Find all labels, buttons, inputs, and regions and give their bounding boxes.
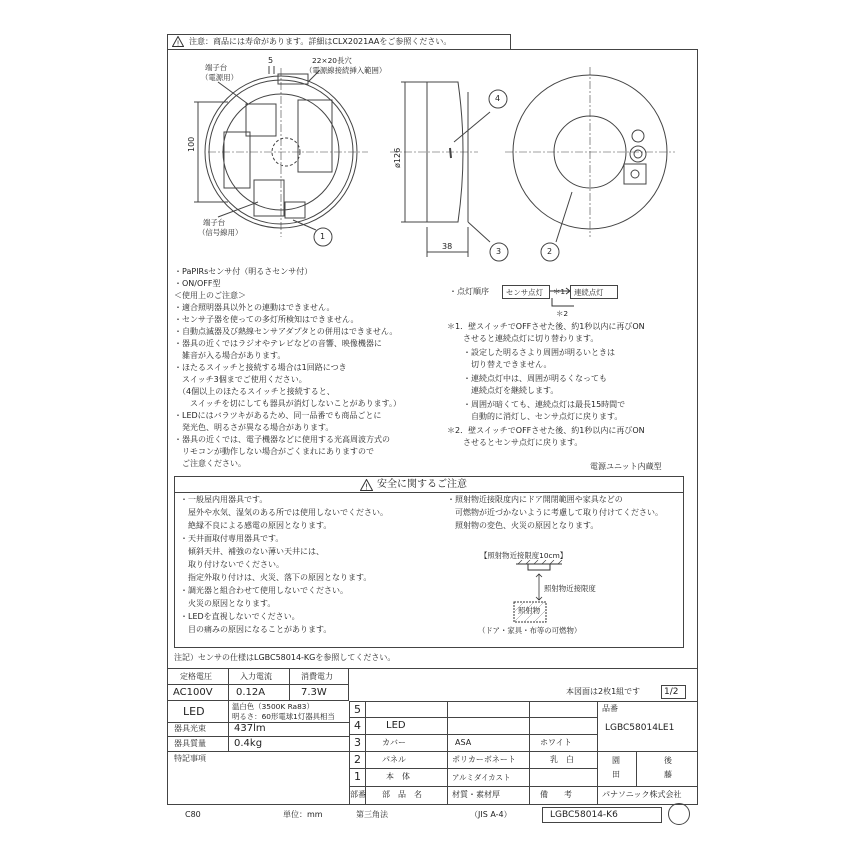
part-no: 2 <box>354 753 361 766</box>
parts-header-name: 部 品 名 <box>382 790 422 799</box>
rule <box>167 751 349 752</box>
sensor-spec-note: 注記）センサの仕様はLGBC58014-KGを参照してください。 <box>174 653 396 662</box>
safety-line: ・LEDを直視しないでください。 <box>180 612 300 621</box>
rating-header: 定格電圧 <box>180 672 212 681</box>
arrow-1-label: ＊1 <box>553 287 566 296</box>
feature-line: スイッチを切にしても器具が消灯しないことがあります。） <box>174 399 402 408</box>
rule <box>228 668 229 701</box>
note-line: させるとセンサ点灯に戻ります。 <box>447 438 583 447</box>
note-line: ＊2．壁スイッチでOFFさせた後、約1秒以内に再びON <box>447 426 645 435</box>
feature-line: 雑音が入る場合があります。 <box>174 351 286 360</box>
led-color: 温白色（3500K Ra83） <box>232 702 314 711</box>
company-name: パナソニック株式会社 <box>602 790 682 799</box>
flux-value: 437lm <box>234 723 266 734</box>
footer-unit: 単位：mm <box>283 810 323 819</box>
callout-3: 3 <box>496 247 502 256</box>
dim-38: 38 <box>442 242 453 251</box>
rule <box>349 701 698 702</box>
parts-header-note: 備 考 <box>540 790 572 799</box>
feature-line: ご注意ください。 <box>174 459 246 468</box>
feature-line: ・ON/OFF型 <box>174 279 221 288</box>
led-brightness: 明るさ：60形電球1灯器具相当 <box>232 712 335 721</box>
safety-title-rule <box>174 492 684 493</box>
part-material: ポリカーボネート <box>452 755 516 764</box>
part-no: 5 <box>354 703 361 716</box>
sheet-number: 1/2 <box>664 687 679 697</box>
slot-label: 22×20長穴 <box>312 56 352 65</box>
safety-line: ・調光器と組合わせて使用しないでください。 <box>180 586 348 595</box>
note-line: ・連続点灯中は、周囲が明るくなっても <box>455 374 607 383</box>
safety-line: 目の痛みの原因になることがあります。 <box>180 625 332 634</box>
footer-projection: 第三角法 <box>356 810 388 819</box>
approver-1: 園 <box>612 756 620 765</box>
dim-5: 5 <box>268 56 274 65</box>
dim-126: ø126 <box>393 147 402 168</box>
safety-line: 傾斜天井、補強のない薄い天井には、 <box>180 547 324 556</box>
product-drawing <box>168 52 688 267</box>
part-no: 1 <box>354 770 361 783</box>
rule <box>349 734 597 735</box>
safety-title: 安全に関するご注意 <box>377 479 467 490</box>
feature-line: ・器具の近くではラジオやテレビなどの音響、映像機器に <box>174 339 382 348</box>
part-no: 3 <box>354 736 361 749</box>
note-line: 自動的に消灯し、センサ点灯に戻ります。 <box>455 412 623 421</box>
special-notes-label: 特記事項 <box>174 754 206 763</box>
terminal-power-label: 端子台 <box>205 63 228 72</box>
rating-header: 消費電力 <box>301 672 333 681</box>
feature-line: ・ほたるスイッチと接続する場合は1回路につき <box>174 363 347 372</box>
proximity-diagram-title: 【照射物近接限度10cm】 <box>480 551 568 560</box>
hinban-label: 品番 <box>602 704 618 713</box>
note-line: ・周囲が暗くても、連続点灯は最長15時間で <box>455 400 626 409</box>
sequence-label: ・点灯順序 <box>449 287 489 296</box>
rule <box>597 701 598 805</box>
safety-line: 取り付けないでください。 <box>180 560 284 569</box>
dim-100: 100 <box>187 136 196 152</box>
safety-line: 指定外取り付けは、火災、落下の原因となります。 <box>180 573 372 582</box>
feature-line: ・センサ子器を使っての多灯所検知はできません。 <box>174 315 359 324</box>
mass-label: 器具質量 <box>174 739 206 748</box>
rule <box>349 751 597 752</box>
feature-line: ・LEDにはバラツキがあるため、同一品番でも商品ごとに <box>174 411 382 420</box>
warning-triangle-icon <box>172 36 184 47</box>
safety-line: 屋外や水気、湿気のある所では使用しないでください。 <box>180 508 388 517</box>
part-name: LED <box>386 720 406 731</box>
warning-triangle-icon <box>360 479 373 491</box>
note-line: ・設定した明るさより周囲が明るいときは <box>455 348 615 357</box>
rating-value: 0.12A <box>236 687 266 698</box>
callout-2: 2 <box>547 247 553 256</box>
rule <box>167 684 349 685</box>
rule <box>636 751 637 786</box>
svg-text:!: ! <box>364 482 369 491</box>
revision-circle <box>668 803 690 825</box>
approver-1b: 後 <box>664 756 672 765</box>
part-note: ホワイト <box>540 738 572 747</box>
proximity-caption: （ドア・家具・布等の可燃物） <box>478 626 582 635</box>
sensor-light-text: センサ点灯 <box>506 288 543 297</box>
flux-label: 器具光束 <box>174 724 206 733</box>
proximity-label: 照射物近接限度 <box>544 584 596 593</box>
footer-code: C80 <box>185 810 201 819</box>
safety-line: 照射物の変色、火災の原因となります。 <box>447 521 599 530</box>
approver-2: 田 <box>612 770 620 779</box>
note-line: させると連続点灯に切り替わります。 <box>447 334 599 343</box>
feature-line: ・自動点滅器及び熱線センサアダプタとの併用はできません。 <box>174 327 398 336</box>
part-name: カバー <box>382 738 406 747</box>
part-material: ASA <box>455 738 472 747</box>
note-line: ＊1．壁スイッチでOFFさせた後、約1秒以内に再びON <box>447 322 645 331</box>
safety-line: ・照射物近接限度内にドア開閉範囲や家具などの <box>447 495 623 504</box>
safety-line: 絶縁不良による感電の原因となります。 <box>180 521 332 530</box>
svg-text:!: ! <box>176 39 180 47</box>
part-note: 乳 白 <box>550 755 574 764</box>
part-no: 4 <box>354 719 361 732</box>
rating-value: 7.3W <box>301 687 327 698</box>
terminal-power-sub: （電源用） <box>201 73 238 82</box>
safety-line: 火災の原因となります。 <box>180 599 276 608</box>
feature-line: ・PaPIRsセンサ付（明るさセンサ付） <box>174 267 313 276</box>
rule <box>167 736 349 737</box>
proximity-box-label: 照射物 <box>518 606 541 615</box>
part-name: パネル <box>382 755 406 764</box>
slot-sub: （電源線接続挿入範囲） <box>305 66 387 75</box>
rule <box>228 701 229 751</box>
power-unit-label: 電源ユニット内蔵型 <box>590 462 662 471</box>
continuous-light-text: 連続点灯 <box>574 288 604 297</box>
rule <box>349 786 698 787</box>
safety-line: ・一般屋内用器具です。 <box>180 495 268 504</box>
proximity-diagram <box>510 560 570 632</box>
parts-header-no: 部番 <box>350 790 366 799</box>
feature-line: スイッチ3個までご使用ください。 <box>174 375 307 384</box>
terminal-signal-sub: （信号線用） <box>198 228 243 237</box>
mass-value: 0.4kg <box>234 738 263 749</box>
sheet-count-text: 本図面は2枚1組です <box>566 687 641 696</box>
rule <box>349 717 597 718</box>
approver-2b: 藤 <box>664 770 672 779</box>
arrow-2-label: ＊2 <box>556 309 569 318</box>
feature-line: 発光色、明るさが異なる場合があります。 <box>174 423 334 432</box>
feature-line: ・適合照明器具以外との連動はできません。 <box>174 303 335 312</box>
feature-line: ＜使用上のご注意＞ <box>174 291 246 300</box>
led-label: LED <box>183 705 205 718</box>
rule <box>349 768 597 769</box>
callout-4: 4 <box>495 94 501 103</box>
safety-line: ・天井面取付専用器具です。 <box>180 534 284 543</box>
rating-value: AC100V <box>173 687 213 698</box>
note-line: 連続点灯を継続します。 <box>455 386 559 395</box>
note-line: 切り替えできません。 <box>455 360 552 369</box>
callout-1: 1 <box>320 232 326 241</box>
rating-header: 入力電流 <box>240 672 272 681</box>
part-name: 本 体 <box>386 772 410 781</box>
rule <box>289 668 290 701</box>
rule <box>597 751 698 752</box>
doc-number: LGBC58014-K6 <box>550 810 618 820</box>
hinban-value: LGBC58014LE1 <box>605 723 675 733</box>
part-material: アルミダイカスト <box>452 773 511 782</box>
safety-line: 可燃物が近づかないように考慮して取り付けてください。 <box>447 508 663 517</box>
feature-line: （4個以上のほたるスイッチと接続すると、 <box>174 387 335 396</box>
feature-line: ・器具の近くでは、電子機器などに使用する光高周波方式の <box>174 435 390 444</box>
parts-header-material: 材質・素材厚 <box>452 790 500 799</box>
caution-header-text: 注意：商品には寿命があります。詳細はCLX2021AAをご参照ください。 <box>189 37 452 46</box>
feature-line: リモコンが動作しない場合がごくまれにありますので <box>174 447 374 456</box>
terminal-signal-label: 端子台 <box>203 218 226 227</box>
footer-jis: （JIS A-4） <box>470 810 512 819</box>
